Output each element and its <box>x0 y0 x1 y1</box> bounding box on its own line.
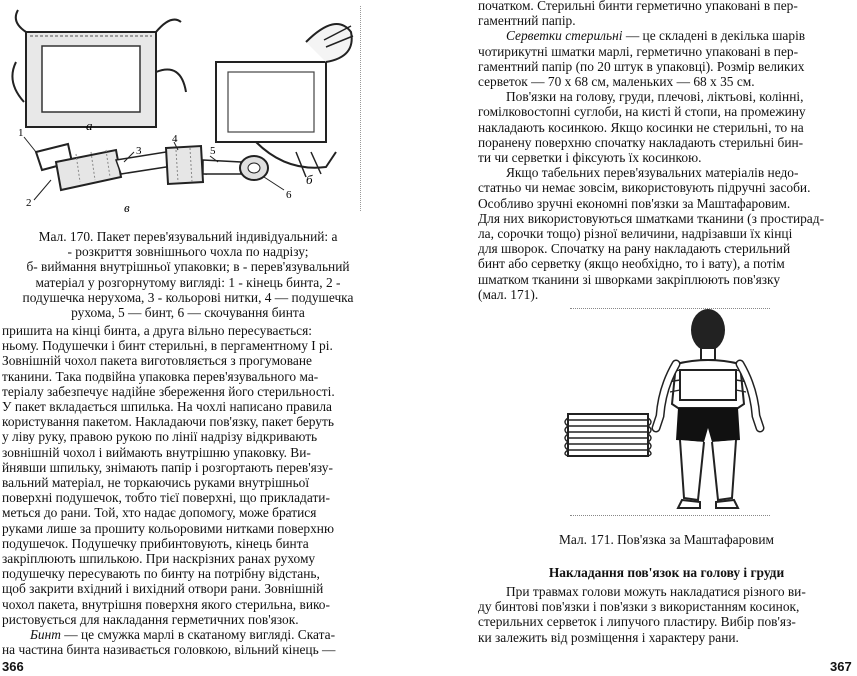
text-line: гомілковостопні суглоби, на кисті й стопи, на промежину <box>478 104 806 120</box>
text-line: У пакет вкладається шпилька. На чохлі написано правила <box>2 399 332 415</box>
text-line: пришита на кінці бинта, а друга вільно пересувається: <box>2 323 312 338</box>
text-line: тканини. Така подвійна упаковка перев'язувального ма- <box>2 368 319 384</box>
text-line: гаментний папір (по 20 штук в упаковці). Розмір великих <box>478 58 805 74</box>
text-line: гаментний папір. <box>478 13 576 29</box>
figure-170-caption <box>12 229 364 320</box>
text-line: ти чи серветки і фіксують їх косинкою. <box>478 150 702 166</box>
label-4: 4 <box>172 133 178 145</box>
section-heading: Накладання пов'язок на голову і груди <box>548 565 785 580</box>
label-5: 5 <box>210 145 216 157</box>
text-line: стерильних серветок і липучого пластиру. Вибір пов'яз- <box>478 614 796 630</box>
caption-line: б- виймання внутрішньої упаковки; в - перев'язувальний <box>26 259 350 275</box>
text-line: серветок — 70 х 68 см, маленьких — 68 х 35 см. <box>478 74 755 90</box>
label-2: 2 <box>26 197 32 209</box>
text-line: Для них використовуються шматками тканини (з простирад- <box>478 210 825 226</box>
text-line: подушечок. Подушечку прибинтовують, кінець бинта <box>2 535 309 551</box>
text-line: чохол пакета, внутрішня поверхня якого стерильна, вико- <box>2 596 330 612</box>
text-line: зовнішній чохол і виймають внутрішню упаковку. Ви- <box>2 444 311 460</box>
text-line: При травмах голови можуть накладатися різного ви- <box>506 584 806 599</box>
text-line: Пов'язки на голову, груди, плечові, ліктьові, колінні, <box>506 89 804 105</box>
text-line: щоб закрити вхідний і вихідний отвори рани. Зовнішній <box>2 581 324 597</box>
label-1: 1 <box>18 127 24 139</box>
text-line: на частина бинта називається головкою, вільний кінець — <box>2 642 336 658</box>
text-line: (мал. 171). <box>478 286 539 302</box>
text-line: ки залежить від розміщення і характеру рани. <box>478 629 739 645</box>
text-line: поверхні подушечок, тобто тієї поверхні, що прикладати- <box>2 490 330 506</box>
caption-line: рухома, 5 — бинт, 6 — скочування бинта <box>71 305 305 321</box>
bint-definition-line <box>2 627 373 642</box>
label-3: 3 <box>136 145 142 157</box>
text-line: ньому. Подушечки і бинт стерильні, в пергаментному І рі. <box>2 338 333 354</box>
right-body-text-bottom <box>478 584 855 645</box>
text-line: накладають косинкою. Якщо косинки не стерильні, то на <box>478 119 804 135</box>
text-line: меться до рани. Той, хто надає допомогу, може братися <box>2 505 317 521</box>
text-line: у ліву руку, правою рукою по лінії надрізу відкривають <box>2 429 318 445</box>
text-line: руками лише за прошиту кольоровими нитками поверхню <box>2 520 334 536</box>
text-line: поранену поверхню спочатку накладають стерильні бин- <box>478 134 804 150</box>
caption-line: Мал. 170. Пакет перев'язувальний індивідуальний: а <box>38 229 338 244</box>
left-body-text <box>2 323 373 657</box>
serv-term: Серветки стерильні <box>506 28 623 44</box>
figure-171-illustration <box>558 308 857 523</box>
bint-rest: — це смужка марлі в скатаному вигляді. Ската- <box>60 627 336 643</box>
serv-definition-line <box>478 28 855 43</box>
figure-171-caption: Мал. 171. Пов'язка за Маштафаровим <box>559 532 774 547</box>
text-line: бинт або серветку (якщо необхідно, то і вату), а потім <box>478 256 785 272</box>
text-line: Якщо табельних перев'язувальних матеріалів недо- <box>506 165 799 181</box>
caption-line: - розкриття зовнішнього чохла по надрізу; <box>67 244 309 260</box>
serv-rest: — це складені в декілька шарів <box>622 28 806 44</box>
label-6: 6 <box>286 189 292 201</box>
text-line: закріплюють шпилькою. При наскрізних ранах рухому <box>2 551 316 567</box>
label-v: в <box>124 200 130 215</box>
text-line: теріалу забезпечує надійне збереження його стерильності. <box>2 383 335 399</box>
text-line: початком. Стерильні бинти герметично упаковані в пер- <box>478 0 798 13</box>
text-line: Зовнішній чохол пакета виготовляється з прогумоване <box>2 353 312 369</box>
text-line: вальний матеріал, не торкаючись руками внутрішньої <box>2 475 310 491</box>
text-line: йнявши шпильку, знімають папір і розгортають перев'язу- <box>2 459 333 475</box>
text-line: чотирикутні шматки марлі, герметично упаковані в пер- <box>478 43 799 59</box>
text-line: ла, сорочки тощо) різної величини, надрізавши їх кінці <box>478 226 793 242</box>
text-line: шматком тканини зі шворками закріплюють пов'язку <box>478 271 781 287</box>
text-line: для шворок. Спочатку на рану накладають стерильний <box>478 241 791 257</box>
caption-line: подушечка нерухома, 3 - кольорові нитки, 4 — подушечка <box>22 289 354 305</box>
bint-term: Бинт <box>30 627 61 643</box>
label-a: а <box>86 118 93 133</box>
right-body-text <box>478 0 855 302</box>
text-line: Особливо зручні економні пов'язки за Маштафаровим. <box>478 195 791 211</box>
text-line: ду бинтові пов'язки і пов'язки з використанням косинок, <box>478 599 800 615</box>
caption-line: матеріал у розгорнутому вигляді: 1 - кінець бинта, 2 - <box>35 274 341 290</box>
page-number-right: 367 <box>830 659 852 674</box>
text-line: подушечку пересувають по бинту на потрібну відстань, <box>2 566 320 582</box>
page-number-left: 366 <box>2 659 24 674</box>
label-b: б <box>306 172 313 187</box>
text-line: ристовується для накладання герметичних пов'язок. <box>2 611 299 627</box>
figure-170-illustration <box>6 2 366 220</box>
text-line: користування пакетом. Накладаючи пов'язку, пакет беруть <box>2 414 334 430</box>
figure-171-bottom-border <box>570 515 770 516</box>
text-line: статньо чи немає зовсім, використовують підручні засоби. <box>478 180 811 196</box>
